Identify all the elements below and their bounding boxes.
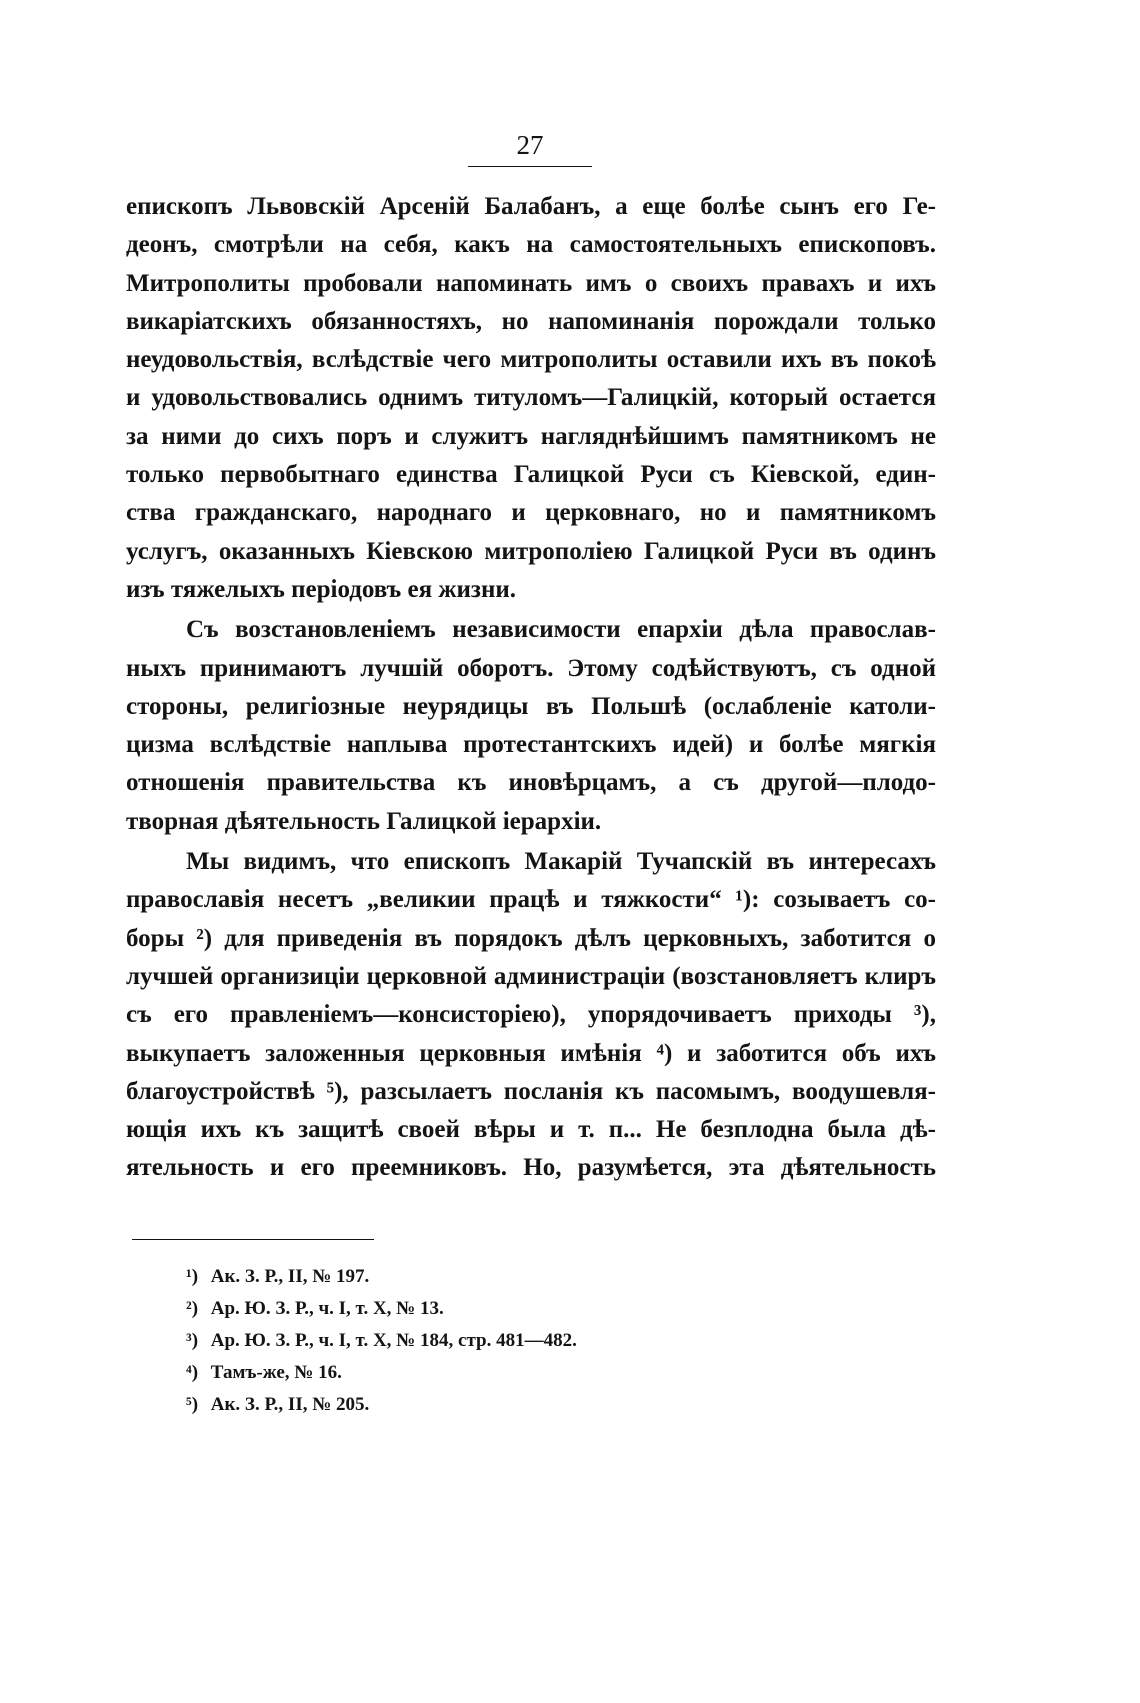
text-line: Мы видимъ, что епископъ Макарій Тучапскій въ интересахъ — [186, 848, 936, 876]
text-line: Съ возстановленіемъ независимости епархіи дѣла православ- — [186, 616, 936, 644]
text-line: только первобытнаго единства Галицкой Руси съ Кіевской, един- — [126, 461, 936, 489]
footnote-1 — [186, 1261, 786, 1293]
main-text — [126, 188, 936, 1188]
text-line: отношенія правительства къ иновѣрцамъ, а съ другой—плодо- — [126, 769, 936, 797]
text-line: деонъ, смотрѣли на себя, какъ на самостоятельныхъ епископовъ. — [126, 231, 936, 259]
text-line: цизма вслѣдствіе наплыва протестантскихъ идей) и болѣе мягкія — [126, 731, 936, 759]
text-line: ятельность и его преемниковъ. Но, разумѣется, эта дѣятельность — [126, 1154, 936, 1182]
footnote-3 — [186, 1325, 786, 1357]
footnote-marker: ⁵) — [186, 1394, 199, 1415]
text-line: съ его правленіемъ—консисторіею), упорядочиваетъ приходы ³), — [126, 1001, 936, 1029]
text-line: викаріатскихъ обязанностяхъ, но напоминанія порождали только — [126, 307, 936, 335]
footnote-separator — [132, 1239, 374, 1240]
footnote-5 — [186, 1389, 786, 1421]
page-number-underline — [468, 166, 592, 167]
footnote-marker: ²) — [186, 1298, 199, 1319]
text-line: благоустройствѣ ⁵), разсылаетъ посланія къ пасомымъ, воодушевля- — [126, 1077, 936, 1105]
paragraph-1 — [126, 188, 936, 609]
text-line: ства гражданскаго, народнаго и церковнаго, но и памятникомъ — [126, 499, 936, 527]
text-line: ющія ихъ къ защитѣ своей вѣры и т. п... Не безплодна была дѣ- — [126, 1116, 936, 1144]
text-line: творная дѣятельность Галицкой іерархіи. — [126, 807, 602, 835]
text-line: выкупаетъ заложенныя церковныя имѣнія ⁴) и заботится объ ихъ — [126, 1039, 936, 1067]
paragraph-3 — [126, 843, 936, 1188]
text-line: православія несетъ „великии працѣ и тяжкости“ ¹): созываетъ со- — [126, 886, 936, 914]
text-line: боры ²) для приведенія въ порядокъ дѣлъ церковныхъ, заботится о — [126, 924, 936, 952]
text-line: неудовольствія, вслѣдствіе чего митрополиты оставили ихъ въ покоѣ — [126, 346, 936, 374]
text-line: услугъ, оказанныхъ Кіевскою митрополіею Галицкой Руси въ одинъ — [126, 537, 936, 565]
footnote-text: Ак. З. Р., II, № 197. — [210, 1266, 370, 1287]
text-line: лучшей организицiи церковной администрацiи (возстановляетъ клиръ — [126, 962, 936, 990]
paragraph-2 — [126, 611, 936, 841]
text-line: за ними до сихъ поръ и служитъ нагляднѣйшимъ памятникомъ не — [126, 422, 936, 450]
text-line: и удовольствовались однимъ титуломъ—Галицкій, который остается — [126, 384, 936, 412]
footnote-text: Ар. Ю. З. Р., ч. I, т. X, № 184, стр. 481—482. — [210, 1330, 577, 1351]
footnote-4 — [186, 1357, 786, 1389]
text-line: Митрополиты пробовали напоминать имъ о своихъ правахъ и ихъ — [126, 269, 936, 297]
footnote-marker: ³) — [186, 1330, 199, 1351]
footnote-text: Ак. З. Р., II, № 205. — [210, 1394, 370, 1415]
footnote-marker: ¹) — [186, 1266, 199, 1287]
text-line: изъ тяжелыхъ періодовъ ея жизни. — [126, 575, 517, 603]
footnote-marker: ⁴) — [186, 1362, 199, 1383]
page-number: 27 — [516, 130, 544, 160]
footnote-2 — [186, 1293, 786, 1325]
text-line: епископъ Львовскій Арсеній Балабанъ, а еще болѣе сынъ его Ге- — [126, 193, 936, 220]
footnote-text: Тамъ-же, № 16. — [210, 1362, 342, 1383]
footnote-text: Ар. Ю. З. Р., ч. I, т. X, № 13. — [210, 1298, 444, 1319]
text-line: стороны, религіозные неурядицы въ Польшѣ (ослабленіе католи- — [126, 692, 936, 720]
footnotes — [186, 1261, 786, 1421]
text-line: ныхъ принимаютъ лучшій оборотъ. Этому содѣйствуютъ, съ одной — [126, 654, 936, 682]
